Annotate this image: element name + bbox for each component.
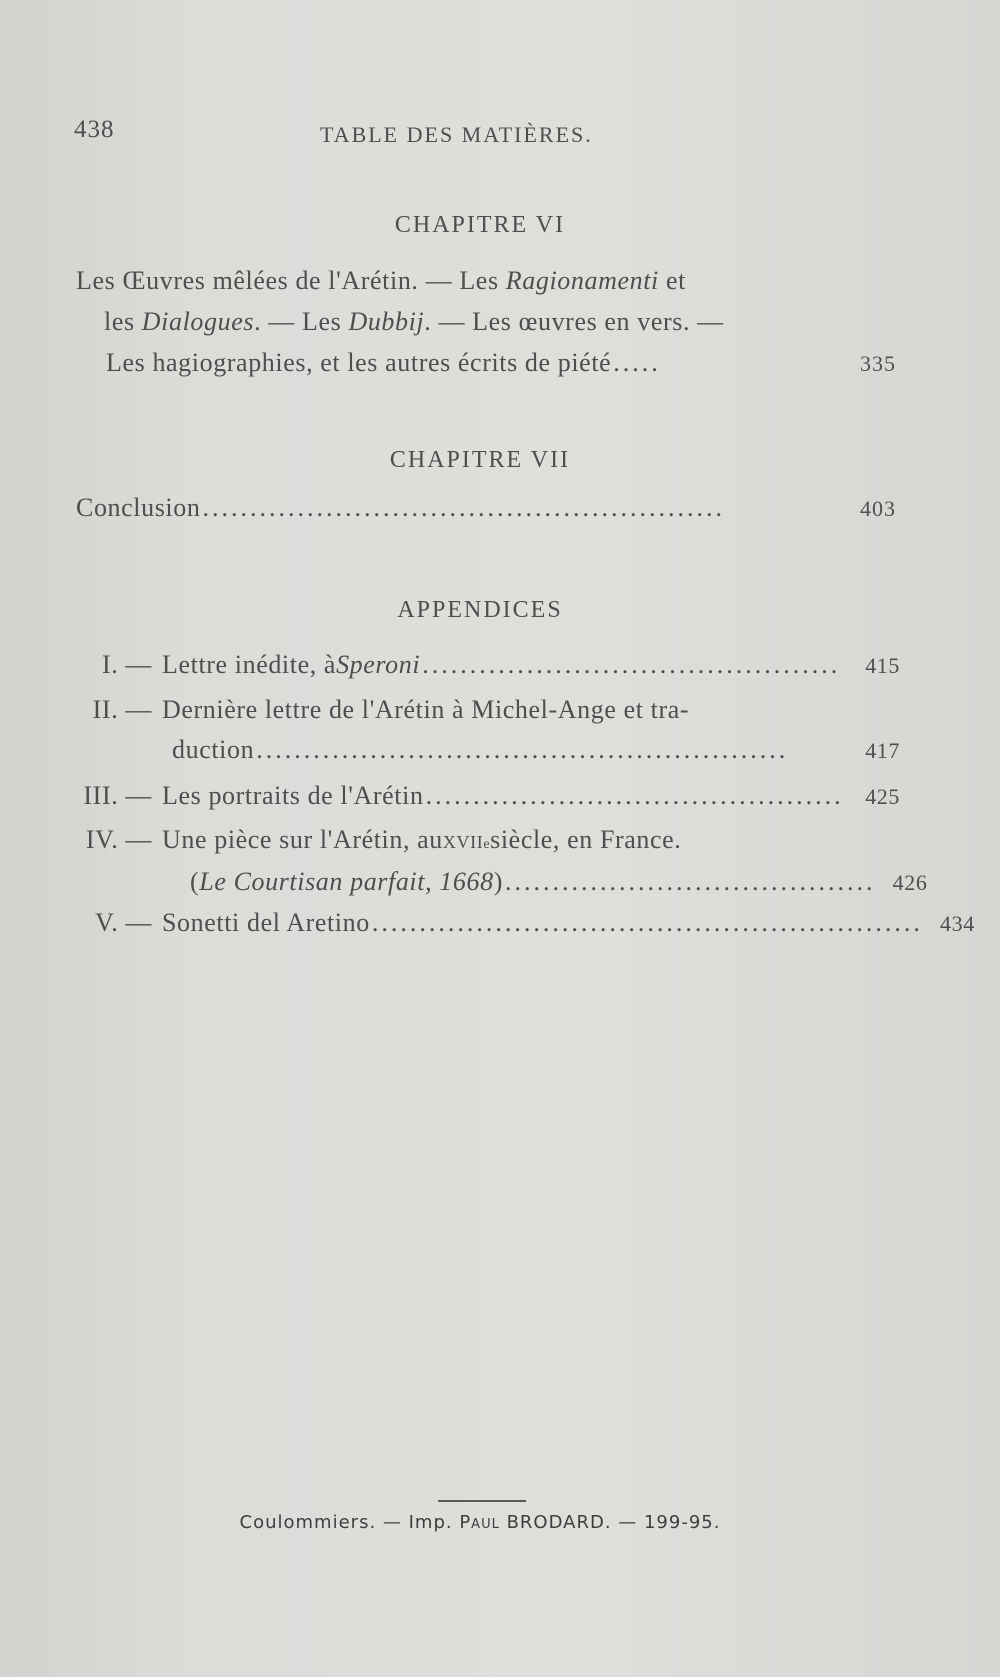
leader-dots: ............................................ — [422, 650, 841, 679]
chapter-7-heading: CHAPITRE VII — [389, 447, 571, 473]
appendix-item — [60, 908, 975, 948]
page-number: 438 — [74, 116, 115, 143]
leader-dots: ........................................................ — [256, 735, 789, 764]
imprint-name: Paul — [459, 1512, 500, 1533]
chapter-6-text: Les Œuvres mêlées de l'Arétin. — Les — [76, 266, 506, 295]
appendix-number: II. — — [92, 695, 152, 724]
page-reference: 417 — [865, 738, 900, 763]
appendix-text: ) — [493, 867, 503, 896]
appendix-number: III. — — [83, 781, 152, 810]
appendix-text: Les portraits de l'Arétin — [162, 781, 424, 810]
chapter-6-text: les — [104, 307, 142, 336]
appendix-line — [190, 867, 928, 897]
page-reference: 426 — [892, 870, 928, 895]
appendix-item — [60, 825, 928, 905]
chapter-7-entry — [76, 493, 896, 523]
appendix-line — [162, 695, 900, 725]
chapter-6-title-dialogues: Dialogues — [141, 307, 255, 336]
chapter-6-title-ragionamenti: Ragionamenti — [505, 266, 659, 295]
chapter-6-heading: CHAPITRE VI — [394, 212, 566, 238]
appendix-text-italic: Speroni — [336, 650, 421, 679]
chapter-6-text: . — Les œuvres en vers. — — [424, 307, 724, 336]
appendix-text: Dernière lettre de l'Arétin à Michel-Ange et tra- — [162, 695, 690, 724]
imprint-text: Coulommiers. — Imp. — [239, 1512, 460, 1533]
appendix-text: siècle, en France. — [490, 825, 682, 854]
appendix-item — [60, 695, 900, 775]
appendix-text: duction — [172, 735, 255, 764]
entry-title: Conclusion — [76, 493, 201, 522]
appendix-item — [60, 650, 900, 690]
appendix-line — [162, 781, 900, 811]
chapter-6-line-2 — [76, 301, 896, 342]
printer-imprint — [0, 1512, 960, 1533]
leader-dots: .......................................................... — [371, 908, 923, 937]
footer-rule — [438, 1500, 526, 1502]
page-reference: 403 — [860, 496, 896, 521]
chapter-6-entry — [76, 260, 896, 383]
appendices-heading: APPENDICES — [397, 597, 563, 623]
leader-dots: ....................................................... — [202, 493, 725, 522]
appendix-text: Une pièce sur l'Arétin, au — [162, 825, 443, 854]
chapter-6-text: et — [658, 266, 686, 295]
appendix-line — [162, 650, 900, 680]
chapter-6-title-dubbij: Dubbij — [348, 307, 425, 336]
leader-dots: ....................................... — [504, 867, 876, 896]
appendix-text: Lettre inédite, à — [162, 650, 337, 679]
appendix-superscript: e — [483, 837, 491, 852]
page-reference: 425 — [865, 784, 900, 809]
appendix-item — [60, 781, 900, 821]
page-reference: 415 — [865, 653, 900, 678]
page-reference: 335 — [860, 351, 896, 376]
appendix-number: V. — — [95, 908, 152, 937]
leader-dots: ..... — [613, 348, 661, 377]
chapter-6-text: . — Les — [254, 307, 349, 336]
page-reference: 434 — [940, 911, 975, 936]
appendix-number: I. — — [101, 650, 152, 679]
appendix-line — [162, 908, 975, 938]
running-title: TABLE DES MATIÈRES. — [320, 122, 593, 147]
appendix-line — [172, 735, 900, 765]
leader-dots: ............................................ — [425, 781, 844, 810]
appendix-century: xvii — [442, 825, 484, 854]
appendix-text: Sonetti del Aretino — [162, 908, 370, 937]
chapter-6-line-3 — [76, 342, 896, 383]
page-header — [0, 116, 1000, 156]
imprint-text: BRODARD. — 199-95. — [499, 1512, 721, 1533]
appendix-number: IV. — — [85, 825, 152, 854]
appendix-text: ( — [190, 867, 200, 896]
chapter-6-text: Les hagiographies, et les autres écrits de piété — [106, 348, 612, 377]
chapter-6-line-1 — [76, 260, 896, 301]
appendix-text-italic: Le Courtisan parfait, 1668 — [199, 867, 494, 896]
appendix-line — [162, 825, 900, 855]
